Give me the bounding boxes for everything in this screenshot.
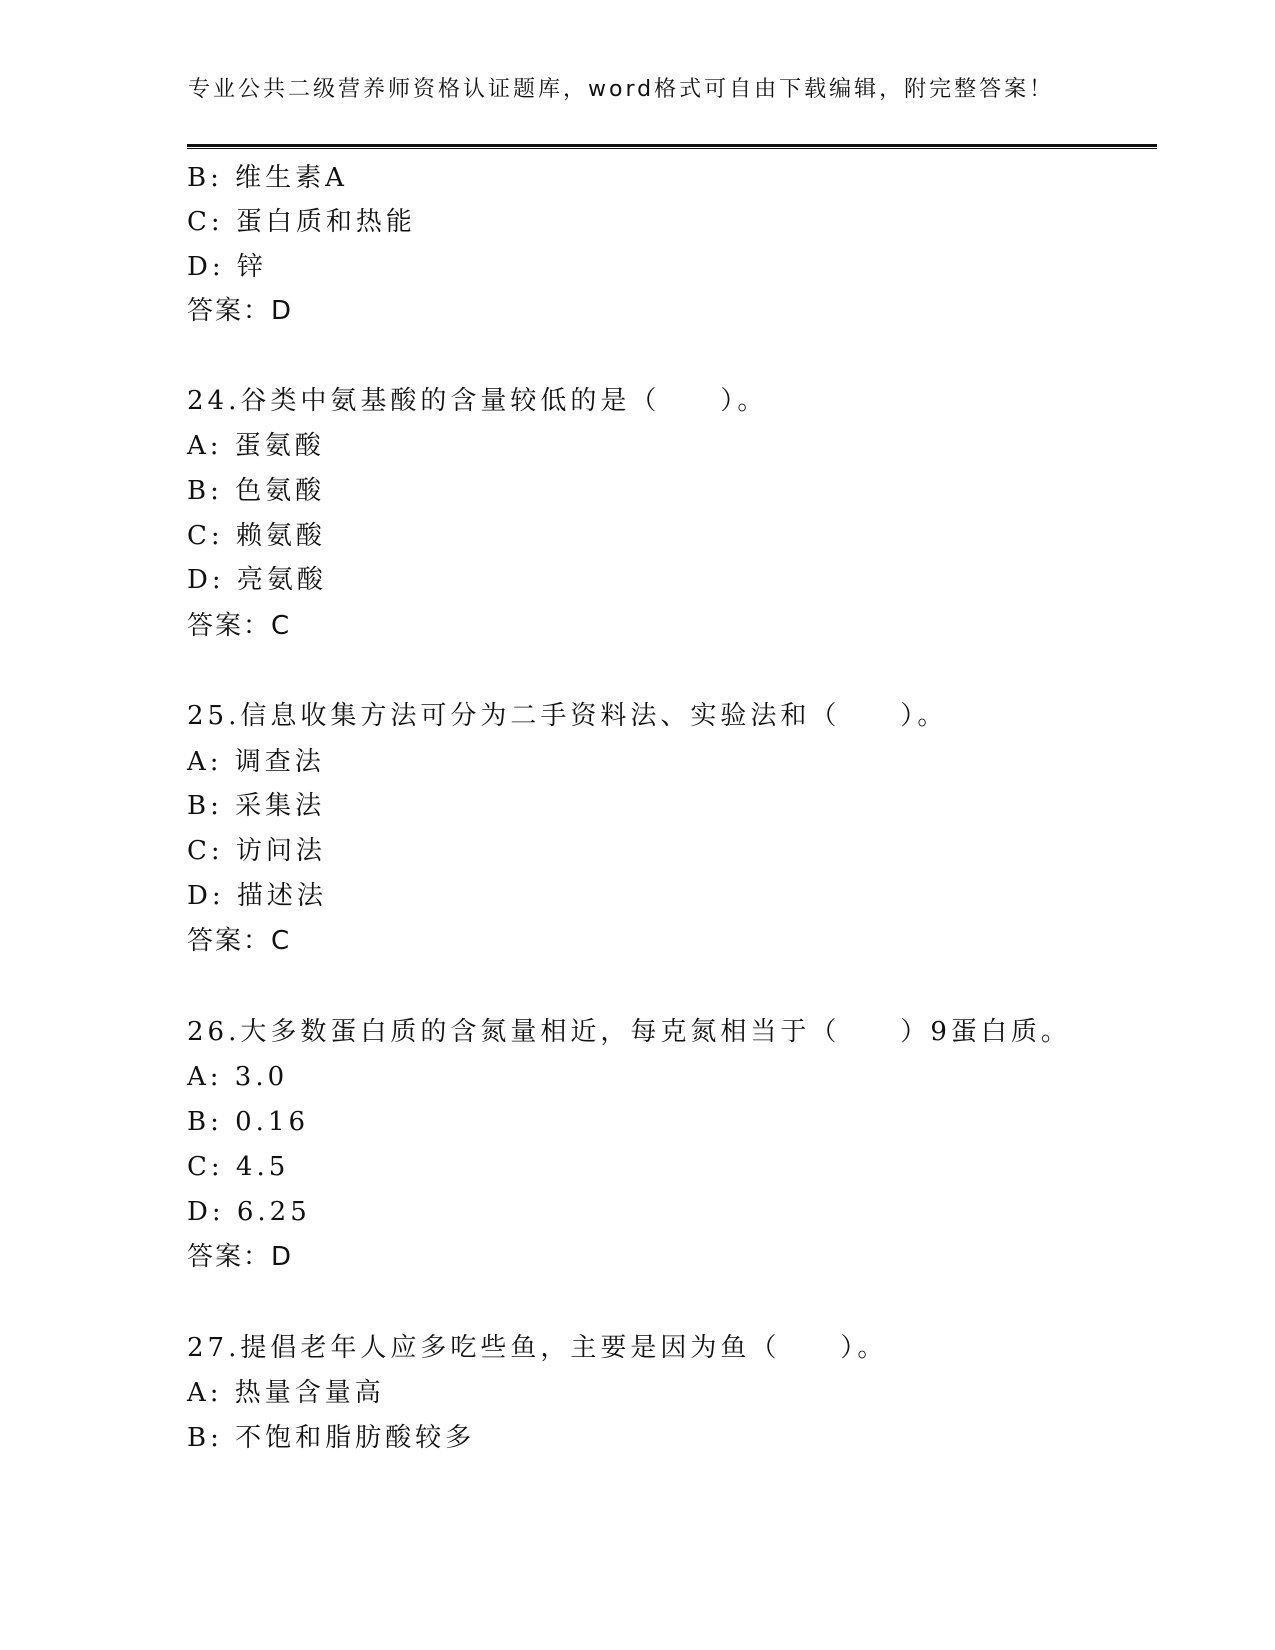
answer-text: 答案：D	[187, 1242, 294, 1272]
option-b: B: 不饱和脂肪酸较多	[187, 1423, 476, 1453]
question-stem: 25.信息收集方法可分为二手资料法、实验法和（ ）。	[187, 701, 948, 731]
option-b: B: 维生素A	[187, 163, 348, 193]
answer-text: 答案：D	[187, 296, 294, 326]
option-b: B: 0.16	[187, 1107, 310, 1137]
page-header: 专业公共二级营养师资格认证题库，word格式可自由下载编辑，附完整答案！	[188, 77, 1055, 102]
question-stem: 27.提倡老年人应多吃些鱼，主要是因为鱼（ ）。	[187, 1333, 888, 1363]
option-b: B: 采集法	[187, 791, 326, 821]
option-b: B: 色氨酸	[187, 476, 326, 506]
option-a: A: 3.0	[187, 1062, 289, 1092]
answer-text: 答案：C	[187, 611, 292, 641]
option-d: D: 亮氨酸	[187, 565, 327, 595]
option-c: C: 访问法	[187, 836, 326, 866]
question-stem: 24.谷类中氨基酸的含量较低的是（ ）。	[187, 386, 768, 416]
option-d: D: 锌	[187, 252, 267, 282]
option-a: A: 热量含量高	[187, 1378, 385, 1408]
header-divider	[187, 144, 1157, 149]
option-d: D: 6.25	[187, 1197, 311, 1227]
option-c: C: 蛋白质和热能	[187, 207, 416, 237]
option-a: A: 蛋氨酸	[187, 431, 325, 461]
option-c: C: 4.5	[187, 1152, 290, 1182]
answer-text: 答案：C	[187, 926, 292, 956]
option-d: D: 描述法	[187, 881, 327, 911]
option-c: C: 赖氨酸	[187, 521, 326, 551]
question-stem: 26.大多数蛋白质的含氮量相近，每克氮相当于（ ）9蛋白质。	[187, 1017, 1071, 1047]
option-a: A: 调查法	[187, 747, 325, 777]
